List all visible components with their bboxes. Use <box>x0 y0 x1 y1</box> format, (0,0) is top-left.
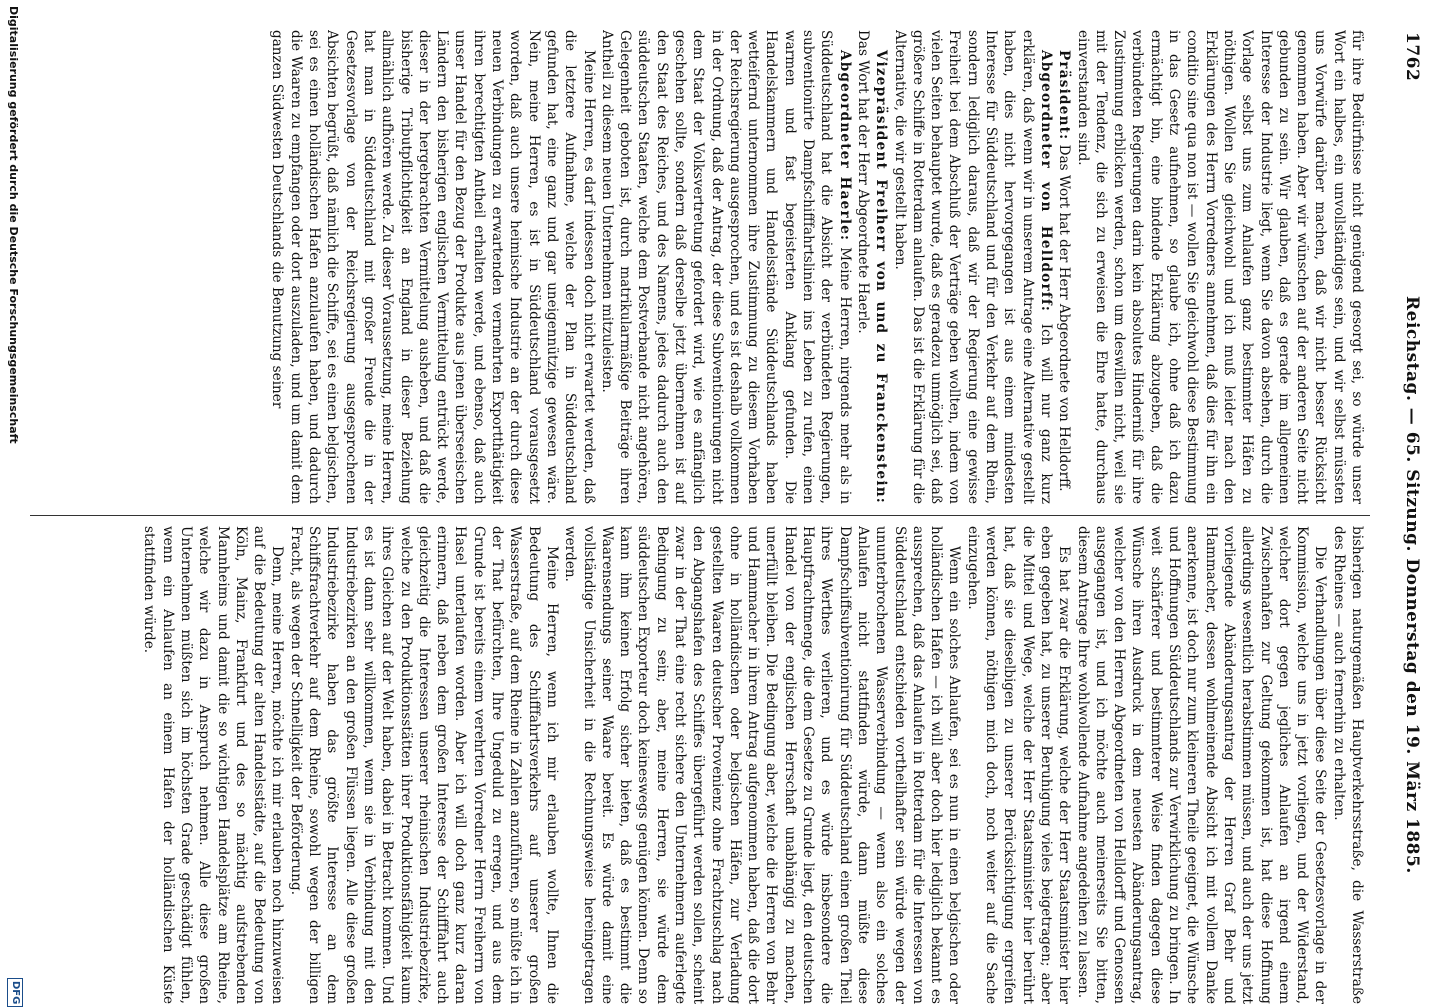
speaker-name: Abgeordneter von Helldorff: <box>1037 50 1054 313</box>
speech-text: Das Wort hat der Herr Abgeordnete Haerle. <box>854 30 871 334</box>
paragraph <box>890 30 1055 504</box>
speaker-name: Vizepräsident Freiherr von und zu Franckenstein: <box>873 50 890 504</box>
paragraph: Meine Herren, es darf indessen doch nicht erwartet werden, daß die letztere Aufnahme, welche der Plan in Süddeutschland gefunden hat, eine ganz und gar uneigennützige gewesen wäre. Nein, meine Herren, es ist in Süddeutschland vorausgesetzt worden, daß auch unsere heimische Industrie an der durch diese neuen Verbindungen zu erwartenden vermehrten Exportthätigkeit ihren berechtigten Antheil erhalten werde, und ebenso, daß auch unser Handel für den Bezug der Produkte aus jenen überseeischen Ländern den bisherigen englischen Vermittelung entrückt werde, dieser in der hergebrachten Vermittelung ausheben, und daß die bisherige Tributpflichtigkeit an England in dieser Beziehung allmählich aufhören werde. Zu dieser Voraussetzung, meine Herren, hat man in Süddeutschland mit großer Freude die in der Gesetzesvorlage von der Reichsregierung ausgesprochenen Absichten begrüßt, daß nämlich die Schiffe, sei es einen belgischen, sei es einen holländischen Hafen anzulaufen haben, und dadurch die Waaren zu empfangen oder dort auszuladen, und um damit dem ganzen Südwesten Deutschlands die Benutzung seiner <box>269 30 597 504</box>
right-column <box>40 526 1366 1004</box>
paragraph: bisherigen naturgemäßen Hauptverkehrsstraße, die Wasserstraße des Rheines — auch fernerhin zu erhalten. <box>1330 526 1365 1004</box>
speech-text: Ich will nur ganz kurz erklären, daß wenn wir in unserem Antrage eine Alternative gestellt haben, dies nicht hervorgegangen ist aus einem mindesten Interesse für Süddeutschland und für den Verkehr auf dem Rhein, sondern lediglich daraus, daß wir der Regierung eine gewisse Freiheit bei dem Abschluß der Verträge geben wollten, indem von vielen Seiten behauptet wurde, daß es geradezu unmöglich sei, daß größere Schiffe in Rotterdam anlaufen. Das ist die Erklärung für die Alternative, die wir gestellt haben. <box>891 30 1054 504</box>
paragraph: Meine Herren, wenn ich mir erlauben wollte, Ihnen die Bedeutung des Schifffahrtsverkehrs auf unserer großen Wasserstraße, auf dem Rheine in Zahlen anzuführen, so müßte ich in der That befürchten, Ihre Ungeduld zu erregen, und aus dem Grunde ist bereits einem verehrten Vorredner Herrn Freiherrn von Hasel unterlaufen worden. Aber ich will doch ganz kurz daran erinnern, daß neben dem großen Interesse der Schifffahrt auch gleichzeitig die Interessen unserer rheinischen Industriebezirke, welche zu den Produktionsstätten ihrer Produktionsfähigkeit kaum ihres Gleichen auf der Welt haben, dabei in Betracht kommen. Und es ist dann sehr willkommen, wenn sie in Verbindung mit den Industriebezirken an den großen Flüssen liegen. Alle diese großen Industriebezirke haben das größte Interesse an dem Schiffsfrachtverkehr auf dem Rheine, sowohl wegen der billigen Fracht, als wegen der Schnelligkeit der Beförderung. <box>287 526 560 1004</box>
page-number: 1762 <box>1402 32 1422 82</box>
paragraph <box>854 30 891 504</box>
paragraph: Wenn ein solches Anlaufen, sei es nun in einen belgischen oder holländischen Hafen — ich will aber doch hier lediglich bekannt es aussprechen, daß das Anlaufen in Rotterdam für die Interessen von Süddeutschland entschieden vortheilhafter sein würde wegen der ununterbrochenen Wasserverbindung — wenn also ein solches Anlaufen nicht stattfinden würde, dann müßte diese Dampfschiffsubventionirung für Süddeutschland einen großen Theil ihres Werthes verlieren, und es würde insbesondere die Hauptfrachtmenge, die dem Gesetze zu Grunde liegt, den deutschen Handel von der englischen Herrschaft unabhängig zu machen, unerfüllt bleiben. Die Bedingung aber, welche die Herren von Behr und Hammacher in ihrem Antrag aufgenommen haben, daß die dort ohne in holländischen oder belgischen Häfen, zur Verladung gestellten Waaren deutscher Provenienz ohne Frachtzuschlag nach den Abgangshafen des Schiffes übergeführt werden sollen, scheint zwar in der That eine recht sichere den Unternehmern auferlegte Bedingung zu sein; aber, meine Herren, sie würde dem süddeutschen Exporteur doch keineswegs genügen können. Denn so kann ihm keinen Erfolg sicher bieten, daß es bestimmt die Waarensendungs seiner Waare bereit. Es würde damit eine vollständige Unsicherheit in die Rechnungsweise hereingetragen werden. <box>562 526 963 1004</box>
speech-text: Das Wort hat der Herr Abgeordnete von Helldorff. <box>1056 144 1073 492</box>
paragraph: Die Verhandlungen über diese Seite der Gesetzesvorlage in der Kommission, welche uns in jetzt vorliegen, und der Widerstand, welcher dort gegen jegliches Anlaufen an irgend einem Zwischenhafen zur Geltung gekommen ist, hat diese Hoffnung allerdings wesentlich herabstimmen müssen, und auch der uns jetzt vorliegende Abänderungsantrag der Herren Graf Behr und Hammacher, dessen wohlmeinende Absicht ich mit vollem Danke anerkenne, ist doch nur zum kleineren Theile geeignet, die Wünsche und Hoffnungen Süddeutschlands zur Verwirklichung zu bringen. In weit schärferer und bestimmterer Weise finden dagegen diese Wünsche ihren Ausdruck in dem neuesten Abänderungsantrag, welcher von den Herren Abgeordneten von Helldorff und Genossen ausgegangen ist, und ich möchte auch meinerseits Sie bitten, diesem Antrage Ihre wohlwollende Aufnahme angedeihen zu lassen. <box>1074 526 1329 1004</box>
paragraph: Denn, meine Herren, möchte ich mir erlauben noch hinzuweisen auf die Bedeutung der alten Handelsstädte, auf die Bedeutung von Köln, Mainz, Frankfurt und des so mächtig aufstrebenden Mannheims und damit die so wichtigen Handelsplätze am Rheine, welche wir dazu in Anspruch nehmen. Alle diese großen Unternehmen müßten sich im höchsten Grade geschädigt fühlen, wenn ein Anlaufen an einem Hafen der holländischen Küste stattfinden würde. <box>141 526 286 1004</box>
paragraph: Es hat zwar die Erklärung, welche der Herr Staatsminister hier eben gegeben hat, zu unserer Beruhigung vieles beigetragen; aber die Mittel und Wege, welche der Herr Staatsminister hier berührt hat, daß sie dieselbigen zu unserer Berücksichtigung ergreifen werden können, nöthigen mich doch, noch weiter auf die Sache einzugehen. <box>964 526 1073 1004</box>
speaker-name: Präsident: <box>1056 50 1073 141</box>
page-header <box>1388 0 1428 1000</box>
paragraph: für ihre Bedürfnisse nicht genügend gesorgt sei, so würde unser Wort ein halbes, ein unvollständiges sein, und wir selbst müssten uns Vorwürfe darüber machen, daß wir nicht besser Rücksicht genommen haben. Aber wir wünschen auf der anderen Seite nicht gebunden zu sein. Wir glauben, daß es gerade im allgemeinen Interesse der Industrie liegt, wenn Sie davon absehen, durch die Vorlage selbst uns zum Anlaufen ganz bestimmter Häfen zu nöthigen. Wollen Sie gleichwohl und ich muß leider nach den Erklärungen des Herrn Vorredners annehmen, daß dies für ihn ein conditio sine qua non ist — wollen Sie gleichwohl diese Bestimmung in das Gesetz aufnehmen, so glaube ich, ohne daß ich dazu ermächtigt bin, eine bindende Erklärung abzugeben, daß die verbündeten Regierungen darin kein absolutes Hinderniß für ihre Zustimmung erblicken werden, schon um deswillen nicht, weil sie mit der Tendenz, die sich zu erweisen die Ehre hatte, durchaus einverstanden sind. <box>1074 30 1365 504</box>
paragraph <box>1055 30 1073 504</box>
speech-text: Meine Herren, nirgends mehr als in Süddeutschland hat die Absicht der verbündeten Regierungen, subventionirte Dampfschifffahrtslinien ins Leben zu rufen, einen warmen und fast begeisterten Anklang gefunden. Die Handelskammern und Handelsstände Süddeutschlands haben wetteifernd unternommen ihre Zustimmung zu diesem Vorhaben der Reichsregierung ausgesprochen, und es ist deshalb vollkommen in der Ordnung, daß der Antrag, der diese Subventionirungen nicht dem Staat der Volksvertretung gefordert wird, wie es anfänglich geschehen sollte, sondern daß derselbe jetzt übernehmen ist auf den Staat des Reiches, und des Namens, jedes dadurch auch den süddeutschen Staaten, welche dem Postverbande nicht angehören, Gelegenheit geboten ist, durch matrikularmäßige Beiträge ihren Antheil zu diesem neuen Unternehmen mitzuleisten. <box>598 30 853 504</box>
left-column <box>40 30 1366 504</box>
dfg-logo: DFG <box>7 978 23 1007</box>
funding-note: Digitalisierung gefördert durch die Deutsche Forschungsgemeinschaft <box>7 6 20 444</box>
column-divider <box>30 515 1370 516</box>
digitization-footer <box>0 0 30 1005</box>
speaker-name: Abgeordneter Haerle: <box>836 50 853 242</box>
running-title: Reichstag. — 65. Sitzung. Donnerstag den 19. März 1885. <box>1402 296 1422 874</box>
paragraph <box>598 30 854 504</box>
